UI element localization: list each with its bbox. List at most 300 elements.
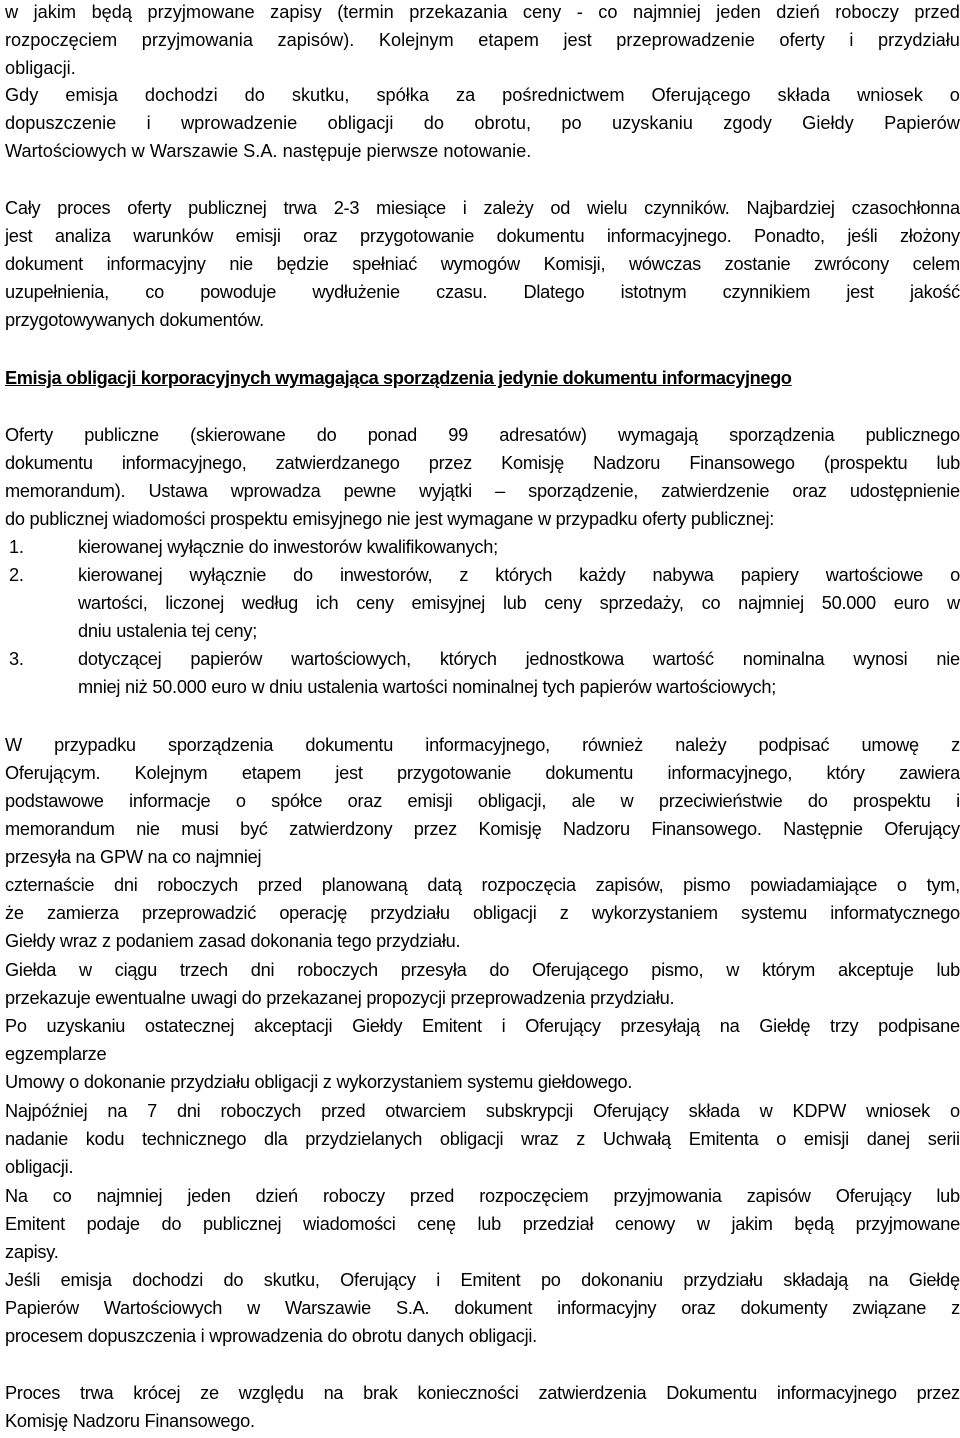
word: jest [563,30,592,50]
word: istotnym [620,282,687,302]
word: uzupełnienia, [5,282,109,302]
word: wymogów [440,254,520,274]
word: Oferty [5,425,54,445]
word: roboczych [220,1101,302,1121]
word: spełniać [352,254,418,274]
word: Na [5,1186,28,1206]
word: do [423,113,444,133]
word: lub [936,453,960,473]
word: ale [571,791,596,811]
word: i [146,113,151,133]
word: celem [912,254,960,274]
paragraph-line [5,452,960,474]
word: cenowy [614,1214,676,1234]
paragraph-line: procesem dopuszczenia i wprowadzenia do obrotu danych obligacji. [5,1326,537,1346]
paragraph-line: Komisję Nadzoru Finansowego. [5,1411,255,1431]
word: najmniej [633,2,701,22]
word: wartościowych, [291,649,411,669]
word: wprowadzenie [181,113,298,133]
word: przyjmowane [855,1214,960,1234]
word: wymagają [617,425,698,445]
paragraph-line [5,790,960,812]
word: jeden [187,1186,231,1206]
word: jest [5,226,33,246]
paragraph-line [5,1128,960,1150]
word: sprzedaży, [599,593,684,613]
word: sporządzenie, [528,481,639,501]
word: przeprowadzenie [616,30,755,50]
word: że [5,903,24,923]
word: nie [136,819,160,839]
word: o [235,791,246,811]
paragraph-line [5,1185,960,1207]
word: Po [5,1016,27,1036]
word: skutku, [291,85,350,105]
word: rozpoczęcia [481,875,576,895]
word: ich [315,593,339,613]
word: wyłącznie [189,565,267,585]
word: Giełda [5,960,57,980]
word: adresatów) [499,425,587,445]
word: składa [777,85,831,105]
word: co [145,282,164,302]
word: powoduje [200,282,277,302]
paragraph-line [5,225,960,247]
word: przypadku [54,735,136,755]
word: podpisać [758,735,830,755]
word: KDPW [792,1101,847,1121]
word: ponad [367,425,418,445]
paragraph-line: obligacji. [5,1157,74,1177]
word: operację [279,903,348,923]
paragraph-line [5,112,960,134]
word: zapisy [270,2,322,22]
paragraph-line: przesyła na GPW na co najmniej [5,847,262,867]
word: Wartościowych [103,1298,223,1318]
word: obligacji, [477,791,547,811]
word: również [582,735,644,755]
word: obligacji [327,113,394,133]
word: trwa [283,198,317,218]
word: wartość [652,649,714,669]
word: wartościowe [825,565,924,585]
word: Kolejnym [378,30,454,50]
word: przesyłają [620,1016,700,1036]
word: wielu [587,198,628,218]
word: z [576,1129,586,1149]
word: informacyjny [557,1298,657,1318]
word: Oferującego [532,960,629,980]
word: wniosek [857,85,923,105]
word: w [78,960,92,980]
word: ceny [522,2,562,22]
word: inwestorów, [339,565,433,585]
word: nabywa [652,565,714,585]
word: przeciwieństwie [658,791,783,811]
word: roboczych [157,875,238,895]
word: zostanie [724,254,791,274]
paragraph-line: zapisy. [5,1242,59,1262]
word: będą [91,2,133,22]
word: Uchwałą [602,1129,671,1149]
word: kodu [85,1129,125,1149]
word: dopuszczenie [5,113,117,133]
word: Papierów [884,113,960,133]
word: dni [176,1101,201,1121]
word: Cały [5,198,41,218]
word: Gdy [5,85,39,105]
paragraph-line: egzemplarze [5,1044,107,1064]
word: i [462,198,467,218]
word: brak [363,1383,398,1403]
word: dokumentu [496,226,585,246]
word: Warszawie [285,1298,372,1318]
list-item-continuation: dniu ustalenia tej ceny; [78,621,258,641]
word: pismo, [651,960,704,980]
word: Oferującego [651,85,751,105]
word: najmniej [738,593,804,613]
list-item-text: kierowanej wyłącznie do inwestorów kwalifikowanych; [78,537,498,557]
word: Dlatego [523,282,585,302]
word: oraz [681,1298,716,1318]
word: Giełdę [759,1016,811,1036]
word: zatwierdzony [289,819,393,839]
paragraph-line: Wartościowych w Warszawie S.A. następuje pierwsze notowanie. [5,141,532,161]
word: składa [688,1101,740,1121]
paragraph-line: Umowy o dokonanie przydziału obligacji z wykorzystaniem systemu giełdowego. [5,1072,633,1092]
word: do [223,1270,244,1290]
word: lub [936,960,960,980]
word: Następnie [783,819,863,839]
word: cenę [417,1214,456,1234]
word: sporządzenia [167,735,274,755]
word: obligacji [439,1129,504,1149]
word: będzie [276,254,329,274]
word: publicznej [188,198,267,218]
word: wynosi [853,649,908,669]
paragraph-line [5,818,960,840]
word: serii [927,1129,960,1149]
word: udostępnienie [849,481,960,501]
word: zapisów). [277,30,355,50]
word: dokumenty [740,1298,828,1318]
word: wprowadza [230,481,321,501]
list-item-continuation: mniej niż 50.000 euro w dniu ustalenia wartości nominalnej tych papierów wartościowych; [78,677,777,697]
word: przeprowadzić [142,903,257,923]
word: otwarciem [385,1101,466,1121]
word: przed [409,1186,455,1206]
word: co [52,1186,72,1206]
word: jednostkowa [525,649,624,669]
word: lub [502,593,527,613]
word: przez [916,1383,960,1403]
word: skutku, [263,1270,320,1290]
word: roboczy [322,1186,385,1206]
word: o [949,85,960,105]
word: emisja [60,1270,112,1290]
paragraph-line [5,1382,960,1404]
paragraph-line [5,734,960,756]
word: dokumentu [5,453,93,473]
paragraph-line [5,1269,960,1291]
word: którym [762,960,816,980]
word: ze [200,1383,219,1403]
word: 7 [147,1101,157,1121]
word: nadanie [5,1129,68,1149]
paragraph-line [5,281,960,303]
word: uzyskaniu [46,1016,126,1036]
word: przez [428,453,472,473]
word: czasochłonna [851,198,960,218]
word: w [5,2,19,22]
word: z [951,1298,960,1318]
paragraph-line: przekazuje ewentualne uwagi do przekazanej propozycji przeprowadzenia przydziału. [5,988,675,1008]
word: oferty [127,198,172,218]
paragraph-line: przygotowywanych dokumentów. [5,310,264,330]
word: technicznego [142,1129,247,1149]
word: Nadzoru [593,453,661,473]
paragraph-line: do publicznej wiadomości prospektu emisyjnego nie jest wymagane w przypadku oferty publicznej: [5,509,775,529]
word: nie [936,649,960,669]
word: Najbardziej [746,198,835,218]
word: przydzielanych [305,1129,423,1149]
list-item-continuation [78,592,960,614]
word: względu [238,1383,304,1403]
word: Giełdy [352,1016,403,1036]
word: lub [936,1186,960,1206]
word: proces [57,198,111,218]
word: pismo [683,875,731,895]
word: przekazania [409,2,508,22]
word: Jeśli [5,1270,41,1290]
paragraph-line [5,902,960,924]
word: do [244,85,265,105]
word: analiza [54,226,111,246]
paragraph-line [5,84,960,106]
word: Emitent [5,1214,65,1234]
word: na [323,1383,344,1403]
word: papiery [740,565,799,585]
word: emisyjnej [411,593,486,613]
word: przesyła [400,960,467,980]
word: jakim [731,1214,773,1234]
word: trzech [179,960,228,980]
word: systemu [741,903,807,923]
word: emisji [407,791,453,811]
word: informacje [129,791,211,811]
list-item [5,536,498,558]
word: informacyjnego, [425,735,550,755]
word: jakim [33,2,77,22]
word: Nadzoru [562,819,630,839]
word: Najpóźniej [5,1101,88,1121]
paragraph-line [5,762,960,784]
word: danej [866,1129,910,1149]
word: miesiące [376,198,446,218]
word: trzy [830,1016,859,1036]
word: co [701,593,721,613]
word: dzień [776,2,820,22]
word: informacyjnego [776,1383,897,1403]
word: emisja [65,85,118,105]
word: i [849,30,854,50]
word: zapisów [746,1186,811,1206]
word: obligacji [473,903,537,923]
paragraph-line [5,1297,960,1319]
word: musi [181,819,219,839]
word: należy [675,735,727,755]
word: planowaną [321,875,408,895]
word: z [951,735,960,755]
word: od [550,198,571,218]
word: i [956,791,960,811]
word: z [459,565,469,585]
word: memorandum [5,819,115,839]
paragraph-line [5,253,960,275]
word: dochodzi [144,85,218,105]
list-item [5,564,960,586]
word: i [501,1016,506,1036]
word: spółce [271,791,323,811]
word: dni [114,875,138,895]
word: nominalna [742,649,825,669]
word: przed [914,2,960,22]
word: przedział [522,1214,594,1234]
word: jest [846,282,874,302]
word: dochodzi [132,1270,204,1290]
word: i [436,1270,441,1290]
word: kierowanej [78,565,163,585]
paragraph-line [5,874,960,896]
word: wykorzystaniem [591,903,718,923]
word: pewne [343,481,396,501]
word: co [598,2,618,22]
word: w [947,593,960,613]
word: publicznego [865,425,960,445]
word: Oferujący [884,819,960,839]
word: będą [794,1214,834,1234]
word: wyjątki [419,481,472,501]
word: do [489,960,510,980]
word: euro [893,593,930,613]
word: każdy [579,565,626,585]
word: zależy [483,198,534,218]
word: w [247,1298,261,1318]
word: dokument [454,1298,533,1318]
word: przed [321,1101,366,1121]
word: nie [229,254,253,274]
word: po [540,1270,561,1290]
word: wydłużenie [312,282,400,302]
word: o [896,875,907,895]
word: powiadamiające [750,875,878,895]
list-item-text [78,564,960,586]
word: informacyjny [106,254,206,274]
word: dokumentu [305,735,394,755]
word: (skierowane [190,425,286,445]
word: tym, [926,875,960,895]
word: Ustawa [148,481,208,501]
word: na [107,1101,128,1121]
word: Finansowego. [651,819,762,839]
word: Finansowego [689,453,795,473]
word: o [776,1129,787,1149]
word: czasu. [436,282,488,302]
word: z [559,903,569,923]
word: Komisję [478,819,542,839]
paragraph-line [5,1,960,23]
word: przyjmowania [141,30,253,50]
word: zgody [723,113,772,133]
word: - [576,2,583,22]
word: akceptacji [253,1016,333,1036]
word: w [696,1214,710,1234]
word: dokument [5,254,83,274]
word: zapisów, [595,875,664,895]
word: Giełdy [802,113,854,133]
word: składają [783,1270,848,1290]
list-number: 2. [9,565,24,585]
word: podpisane [878,1016,960,1036]
word: jeśli [847,226,878,246]
word: oraz [303,226,338,246]
word: do [293,565,313,585]
word: jest [335,763,363,783]
word: (termin [337,2,394,22]
word: złożony [899,226,960,246]
paragraph-line [5,959,960,981]
paragraph-line [5,1100,960,1122]
word: publicznej [202,1214,282,1234]
word: dotyczącej [78,649,162,669]
word: wraz [521,1129,559,1149]
list-number: 1. [9,537,24,557]
word: liczonej [165,593,225,613]
word: oraz [347,791,383,811]
paragraph-line [5,1015,960,1037]
word: których [495,565,553,585]
word: do [161,1214,182,1234]
word: Emitent [460,1270,521,1290]
word: związane [852,1298,927,1318]
word: w [726,960,740,980]
word: subskrypcji [485,1101,574,1121]
word: akceptuje [837,960,914,980]
word: zawiera [899,763,960,783]
word: W [5,735,22,755]
word: ceny [356,593,394,613]
word: przyjmowania [613,1186,722,1206]
paragraph-line: Giełdy wraz z podaniem zasad dokonania tego przydziału. [5,931,461,951]
word: dokonaniu [581,1270,663,1290]
word: informatycznego [830,903,960,923]
word: dokumentu [545,763,634,783]
word: dni [250,960,275,980]
word: Emitent [421,1016,482,1036]
word: emisji [235,226,281,246]
word: najmniej [96,1186,163,1206]
word: oraz [792,481,827,501]
word: uzyskaniu [611,113,693,133]
word: przed [257,875,303,895]
word: 99 [448,425,468,445]
word: oferty [779,30,825,50]
paragraph-line [5,424,960,446]
word: do [807,791,828,811]
word: Kolejnym [134,763,208,783]
word: zatwierdzenia [538,1383,647,1403]
word: sporządzenia [729,425,835,445]
